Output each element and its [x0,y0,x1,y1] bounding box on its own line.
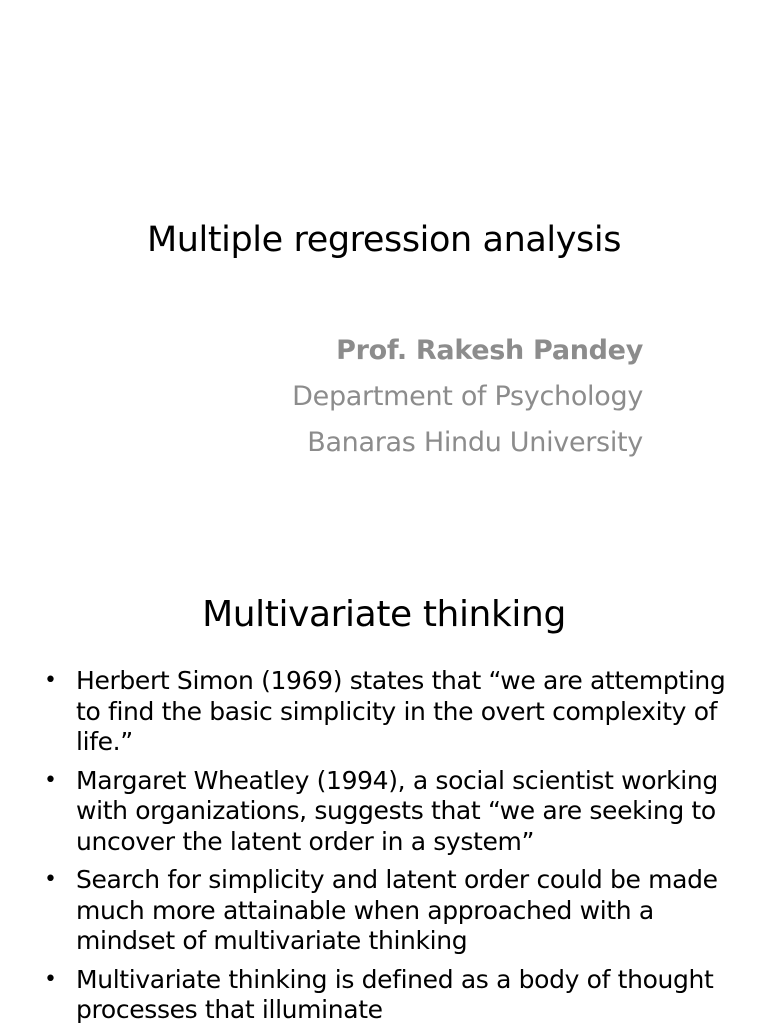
presenter-name: Prof. Rakesh Pandey [336,335,643,366]
bullet-item [42,666,742,758]
bullet-text: Search for simplicity and latent order could be made much more attainable when approached with a mindset of multivariate thinking [76,865,718,955]
bullet-icon: • [44,767,57,793]
bullet-item [42,965,742,1024]
bullet-icon: • [44,867,57,892]
bullet-item [42,766,742,858]
department-name: Department of Psychology [292,381,643,412]
slide-title: Multivariate thinking [202,594,566,635]
university-name: Banaras Hindu University [307,427,643,458]
bullet-list [42,666,742,1024]
presenter-info [292,328,643,466]
bullet-icon: • [44,668,57,693]
content-slide [0,560,768,1024]
bullet-text: Margaret Wheatley (1994), a social scientist working with organizations, suggests that “we are seeking to uncover the latent order in a system” [76,765,718,856]
bullet-icon: • [44,966,57,992]
bullet-text: Herbert Simon (1969) states that “we are attempting to find the basic simplicity in the overt complexity of life.” [76,666,726,756]
bullet-text: Multivariate thinking is defined as a body of thought processes that illuminate [76,964,714,1024]
bullet-item [42,865,742,957]
slide-title: Multiple regression analysis [146,220,622,260]
